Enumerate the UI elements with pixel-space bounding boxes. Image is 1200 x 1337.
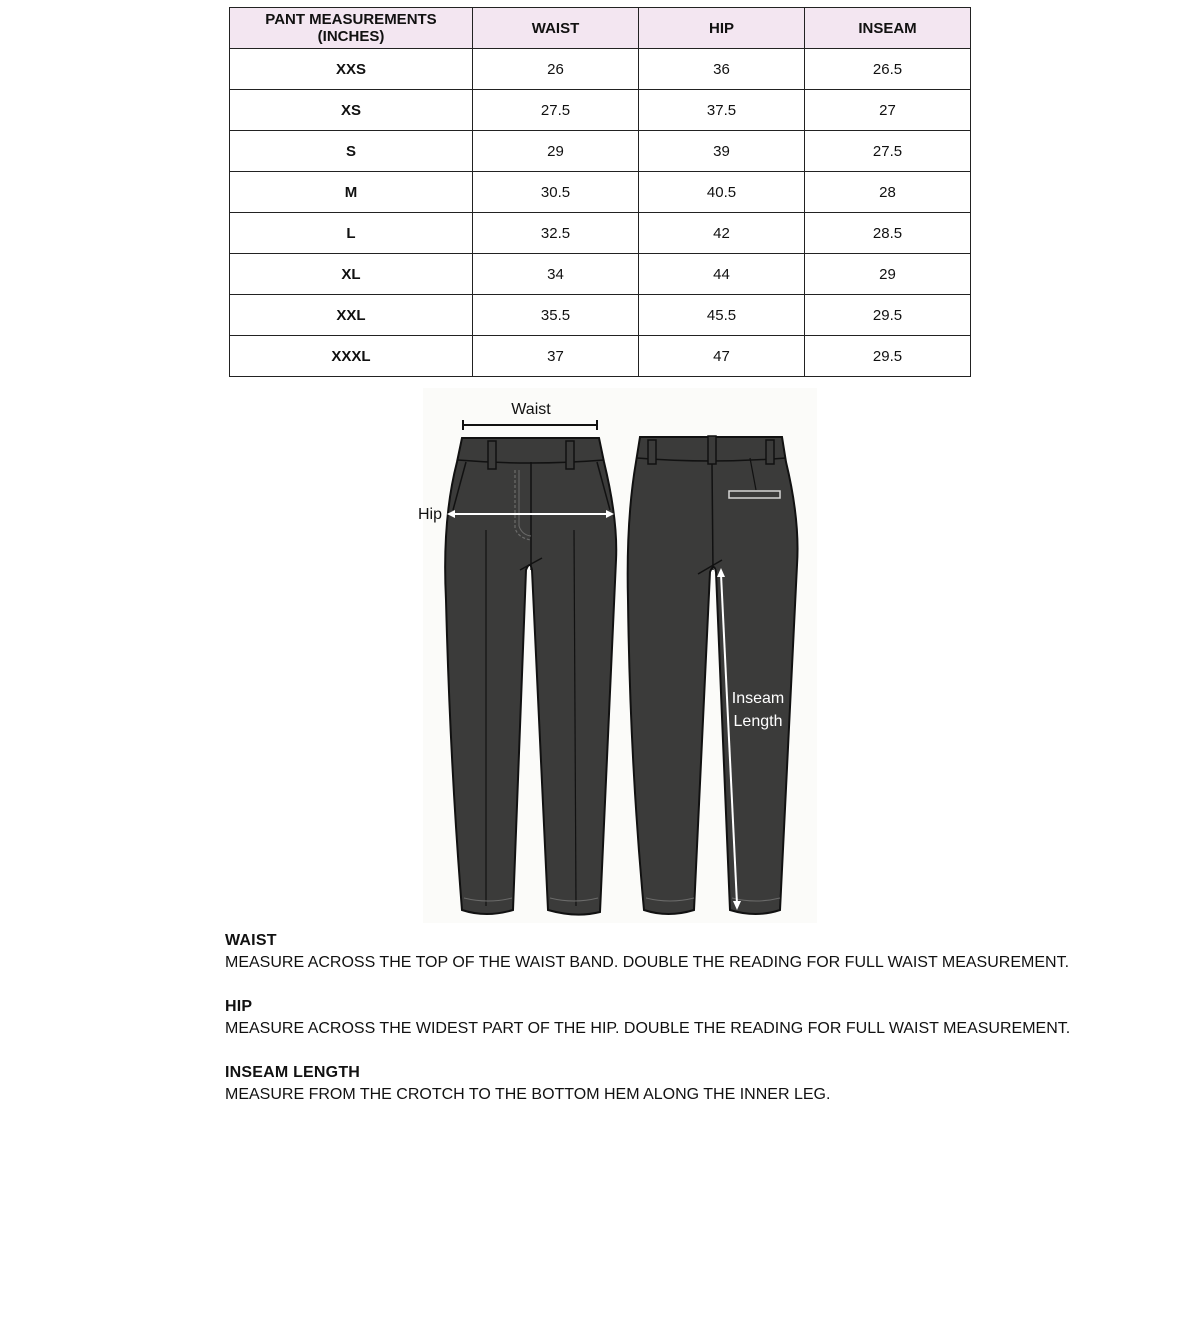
header-inseam: INSEAM (805, 8, 971, 49)
hip-cell: 45.5 (639, 295, 805, 336)
inseam-cell: 28 (805, 172, 971, 213)
guide-text: MEASURE ACROSS THE TOP OF THE WAIST BAND. DOUBLE THE READING FOR FULL WAIST MEASUREMENT. (225, 954, 1070, 971)
guide-hip (225, 996, 1125, 1040)
waist-cell: 27.5 (473, 90, 639, 131)
measurement-guide (225, 930, 1125, 1128)
size-cell: XL (230, 254, 473, 295)
hip-cell: 37.5 (639, 90, 805, 131)
guide-waist (225, 930, 1125, 974)
inseam-cell: 29.5 (805, 336, 971, 377)
inseam-cell: 27 (805, 90, 971, 131)
table-row (230, 90, 971, 131)
size-cell: M (230, 172, 473, 213)
hip-cell: 40.5 (639, 172, 805, 213)
table-row (230, 131, 971, 172)
inseam-label-line1: Inseam (731, 690, 785, 707)
table-row (230, 295, 971, 336)
table-row (230, 254, 971, 295)
guide-text: MEASURE FROM THE CROTCH TO THE BOTTOM HEM ALONG THE INNER LEG. (225, 1086, 831, 1103)
waist-cell: 29 (473, 131, 639, 172)
hip-cell: 36 (639, 49, 805, 90)
waist-cell: 35.5 (473, 295, 639, 336)
table-row (230, 336, 971, 377)
waist-cell: 37 (473, 336, 639, 377)
guide-heading: INSEAM LENGTH (225, 1064, 361, 1081)
table-row (230, 172, 971, 213)
header-measurements: PANT MEASUREMENTS (INCHES) (230, 8, 473, 49)
waist-label: Waist (511, 401, 551, 418)
hip-cell: 44 (639, 254, 805, 295)
waist-cell: 32.5 (473, 213, 639, 254)
inseam-cell: 29 (805, 254, 971, 295)
waist-cell: 34 (473, 254, 639, 295)
size-cell: XXL (230, 295, 473, 336)
size-cell: XXS (230, 49, 473, 90)
inseam-cell: 28.5 (805, 213, 971, 254)
table-header-row (230, 8, 971, 49)
size-cell: L (230, 213, 473, 254)
header-waist: WAIST (473, 8, 639, 49)
table-row (230, 213, 971, 254)
hip-cell: 47 (639, 336, 805, 377)
hip-label: Hip (417, 506, 443, 523)
waist-cell: 26 (473, 49, 639, 90)
inseam-cell: 29.5 (805, 295, 971, 336)
guide-text: MEASURE ACROSS THE WIDEST PART OF THE HIP. DOUBLE THE READING FOR FULL WAIST MEASUREMENT. (225, 1020, 1071, 1037)
inseam-cell: 26.5 (805, 49, 971, 90)
inseam-label-line2: Length (733, 713, 783, 730)
size-cell: XS (230, 90, 473, 131)
hip-cell: 39 (639, 131, 805, 172)
waist-cell: 30.5 (473, 172, 639, 213)
hip-cell: 42 (639, 213, 805, 254)
header-hip: HIP (639, 8, 805, 49)
size-chart-table (229, 7, 971, 377)
inseam-cell: 27.5 (805, 131, 971, 172)
pants-measurement-diagram (415, 388, 817, 923)
size-cell: S (230, 131, 473, 172)
size-cell: XXXL (230, 336, 473, 377)
table-row (230, 49, 971, 90)
guide-inseam (225, 1062, 1125, 1106)
guide-heading: HIP (225, 998, 253, 1015)
guide-heading: WAIST (225, 932, 277, 949)
